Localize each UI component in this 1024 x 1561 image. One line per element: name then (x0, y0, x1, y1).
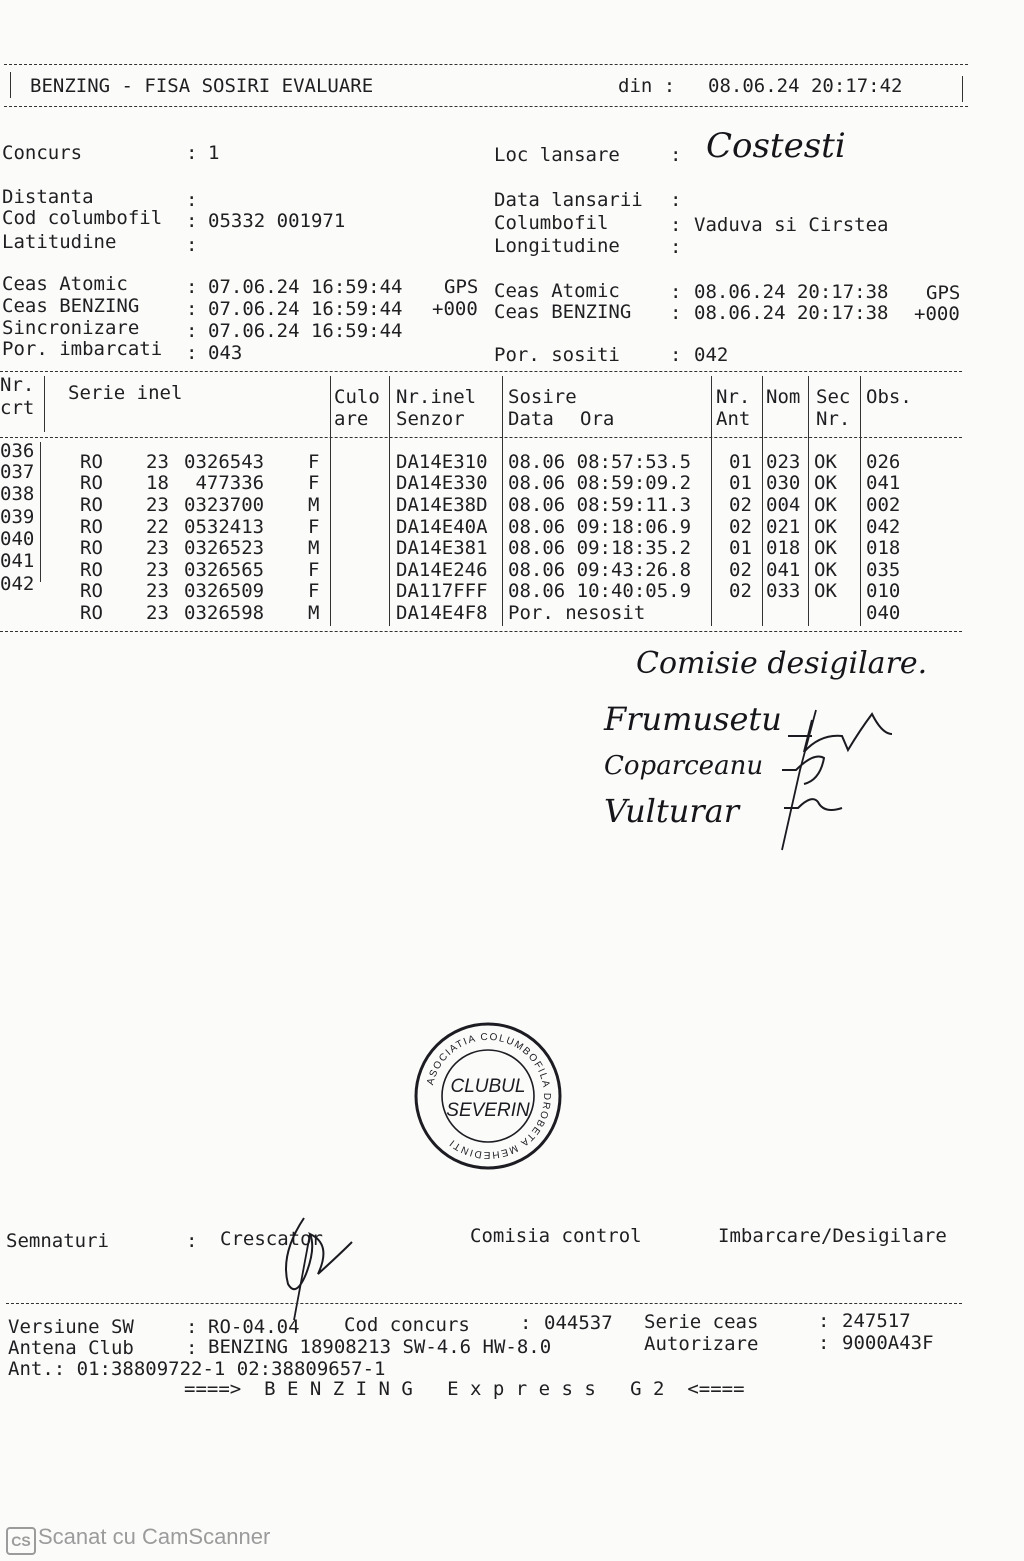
columbofil-label: Columbofil (494, 212, 609, 234)
cod-concurs-sep: : (520, 1312, 532, 1334)
header-culoare-1: Culo (334, 386, 380, 408)
header-nr-crt-2: crt (0, 397, 35, 419)
cod-columbofil-sep: : (186, 210, 198, 232)
cell-sosire: Por. nesosit (508, 602, 646, 624)
header-nr-inel-2: Senzor (396, 408, 465, 430)
ceas-benzing-right-sep: : (670, 302, 682, 324)
camscanner-logo-icon: CS (6, 1527, 36, 1555)
row-number: 039 (0, 506, 35, 528)
cell-sosire: 08.06 09:18:06.9 (508, 516, 692, 538)
cell-senzor: DA14E246 (396, 559, 488, 581)
cell-nom: 004 (766, 494, 801, 516)
cell-sosire: 08.06 08:57:53.5 (508, 451, 692, 473)
signature-crescator-label: Crescator (220, 1228, 323, 1250)
ceas-benzing-sep: : (186, 298, 198, 320)
row-number: 040 (0, 528, 35, 550)
antena-club-value: BENZING 18908213 SW-4.6 HW-8.0 (208, 1336, 552, 1358)
header-nom: Nom (766, 386, 801, 408)
row-number: 042 (0, 573, 35, 595)
cell-sec: OK (814, 494, 837, 516)
row-number: 041 (0, 550, 35, 572)
express-banner: ====> B E N Z I N G E x p r e s s G 2 <==== (184, 1378, 745, 1400)
versiune-sw-value: RO-04.04 (208, 1316, 300, 1338)
por-sositi-label: Por. sositi (494, 344, 620, 366)
footer-rule (6, 1303, 962, 1304)
cell-senzor: DA14E4F8 (396, 602, 488, 624)
serie-ceas-value: 247517 (842, 1310, 911, 1332)
loc-lansare-sep: : (670, 144, 682, 166)
header-culoare-2: are (334, 408, 369, 430)
row-number: 038 (0, 483, 35, 505)
data-lansarii-sep: : (670, 189, 682, 211)
cell-senzor: DA14E330 (396, 472, 488, 494)
antena-club-sep: : (186, 1337, 198, 1359)
concurs-value: 1 (208, 142, 220, 164)
stamp-ring-text: ASOCIATIA COLUMBOFILA DROBETA MEHEDINTI (425, 1031, 553, 1161)
ceas-atomic-right-label: Ceas Atomic (494, 280, 620, 302)
cell-senzor: DA14E38D (396, 494, 488, 516)
cell-ant: 02 (729, 559, 752, 581)
cell-sex: M (308, 494, 320, 516)
por-sositi-sep: : (670, 344, 682, 366)
cell-ant: 01 (729, 451, 752, 473)
ceas-benzing-suffix: +000 (432, 298, 478, 320)
cell-obs: 041 (866, 472, 901, 494)
cell-sex: F (308, 580, 320, 602)
cell-sec: OK (814, 451, 837, 473)
ceas-benzing-label: Ceas BENZING (2, 295, 140, 317)
cell-sosire: 08.06 09:18:35.2 (508, 537, 692, 559)
cell-sec: OK (814, 537, 837, 559)
longitudine-label: Longitudine (494, 235, 620, 257)
cell-inel: 0326543 (184, 451, 265, 473)
cell-sec: OK (814, 516, 837, 538)
por-imbarcati-label: Por. imbarcati (2, 338, 163, 360)
cell-sex: M (308, 602, 320, 624)
por-sositi-value: 042 (694, 344, 729, 366)
col-sep-crt-head (44, 376, 45, 432)
cell-tara: RO (80, 537, 103, 559)
table-row (0, 580, 1000, 602)
ceas-atomic-value: 07.06.24 16:59:44 (208, 276, 403, 298)
distanta-sep: : (186, 189, 198, 211)
header-obs: Obs. (866, 386, 912, 408)
header-bottom-rule (4, 106, 968, 107)
cell-nom: 041 (766, 559, 801, 581)
table-row (0, 516, 1000, 538)
cod-concurs-value: 044537 (544, 1312, 613, 1334)
cell-nom: 023 (766, 451, 801, 473)
cell-sex: F (308, 559, 320, 581)
camscanner-text: Scanat cu CamScanner (38, 1524, 271, 1549)
cell-sec: OK (814, 559, 837, 581)
cell-tara: RO (80, 559, 103, 581)
ceas-atomic-suffix: GPS (444, 276, 479, 298)
cell-an: 22 (146, 516, 169, 538)
commission-title: Comisie desigilare. (636, 646, 928, 681)
report-title: BENZING - FISA SOSIRI EVALUARE (30, 75, 374, 97)
cell-obs: 002 (866, 494, 901, 516)
cell-inel: 0326565 (184, 559, 265, 581)
cell-sec: OK (814, 580, 837, 602)
cell-nom: 033 (766, 580, 801, 602)
cell-sosire: 08.06 09:43:26.8 (508, 559, 692, 581)
cell-an: 23 (146, 580, 169, 602)
signature-comisia-label: Comisia control (470, 1225, 642, 1247)
cell-nom: 021 (766, 516, 801, 538)
table-row (0, 451, 1000, 473)
header-nr-ant-1: Nr. (716, 386, 751, 408)
cell-senzor: DA14E381 (396, 537, 488, 559)
table-row (0, 602, 1000, 624)
cell-tara: RO (80, 494, 103, 516)
cell-sex: M (308, 537, 320, 559)
cell-tara: RO (80, 451, 103, 473)
sincronizare-sep: : (186, 320, 198, 342)
concurs-sep: : (186, 142, 198, 164)
cell-nom: 030 (766, 472, 801, 494)
ceas-atomic-right-sep: : (670, 281, 682, 303)
columbofil-sep: : (670, 214, 682, 236)
cell-obs: 040 (866, 602, 901, 624)
header-nr-inel-1: Nr.inel (396, 386, 477, 408)
sincronizare-value: 07.06.24 16:59:44 (208, 320, 403, 342)
cell-ant: 02 (729, 494, 752, 516)
club-stamp (412, 1020, 564, 1172)
ceas-atomic-sep: : (186, 276, 198, 298)
cell-inel: 0532413 (184, 516, 265, 538)
commission-member: Vulturar (604, 792, 740, 830)
por-imbarcati-sep: : (186, 342, 198, 364)
cod-concurs-label: Cod concurs (344, 1314, 470, 1336)
concurs-label: Concurs (2, 142, 83, 164)
cell-ant: 01 (729, 472, 752, 494)
cell-ant: 02 (729, 580, 752, 602)
table-bottom-rule (0, 631, 962, 632)
header-top-rule (4, 64, 968, 65)
header-nr-crt-1: Nr. (0, 374, 35, 396)
report-date-value: 08.06.24 20:17:42 (708, 75, 903, 97)
cell-an: 18 (146, 472, 169, 494)
cell-inel: 0326598 (184, 602, 265, 624)
por-imbarcati-value: 043 (208, 342, 243, 364)
header-sosire-3: Ora (580, 408, 615, 430)
header-serie-inel: Serie inel (68, 382, 183, 404)
cell-an: 23 (146, 537, 169, 559)
latitudine-sep: : (186, 234, 198, 256)
cell-tara: RO (80, 516, 103, 538)
stamp-center-2: SEVERIN (446, 1100, 530, 1121)
cell-an: 23 (146, 602, 169, 624)
cell-tara: RO (80, 472, 103, 494)
cell-obs: 026 (866, 451, 901, 473)
row-number: 037 (0, 461, 35, 483)
sincronizare-label: Sincronizare (2, 317, 140, 339)
header-sosire-2: Data (508, 408, 554, 430)
header-left-border (10, 72, 11, 98)
cell-ant: 01 (729, 537, 752, 559)
cell-tara: RO (80, 602, 103, 624)
row-number: 036 (0, 440, 35, 462)
table-header-rule (0, 437, 962, 438)
report-date-label: din : (618, 75, 676, 97)
latitudine-label: Latitudine (2, 231, 117, 253)
cell-nom: 018 (766, 537, 801, 559)
cell-sex: F (308, 516, 320, 538)
cell-sex: F (308, 451, 320, 473)
header-nr-ant-2: Ant (716, 408, 751, 430)
cell-inel: 0326523 (184, 537, 265, 559)
cell-sex: F (308, 472, 320, 494)
cell-inel: 0323700 (184, 494, 265, 516)
ceas-atomic-label: Ceas Atomic (2, 273, 128, 295)
loc-lansare-label: Loc lansare (494, 144, 620, 166)
table-top-rule (0, 371, 962, 372)
ceas-benzing-right-suffix: +000 (914, 303, 960, 325)
table-row (0, 494, 1000, 516)
cell-an: 23 (146, 559, 169, 581)
signatures-label: Semnaturi (6, 1230, 109, 1252)
cell-inel: 477336 (184, 472, 265, 494)
versiune-sw-label: Versiune SW (8, 1316, 134, 1338)
serie-ceas-label: Serie ceas (644, 1311, 759, 1333)
cell-sosire: 08.06 08:59:11.3 (508, 494, 692, 516)
cell-inel: 0326509 (184, 580, 265, 602)
header-sosire-1: Sosire (508, 386, 577, 408)
cell-senzor: DA14E40A (396, 516, 488, 538)
versiune-sw-sep: : (186, 1316, 198, 1338)
autorizare-value: 9000A43F (842, 1332, 934, 1354)
cell-obs: 010 (866, 580, 901, 602)
ceas-atomic-right-value: 08.06.24 20:17:38 (694, 281, 889, 303)
cod-columbofil-value: 05332 001971 (208, 210, 346, 232)
commission-member: Frumusetu (604, 700, 782, 738)
autorizare-sep: : (818, 1332, 830, 1354)
serie-ceas-sep: : (818, 1310, 830, 1332)
cell-senzor: DA117FFF (396, 580, 488, 602)
cell-ant: 02 (729, 516, 752, 538)
ceas-atomic-right-suffix: GPS (926, 282, 961, 304)
table-row (0, 537, 1000, 559)
cell-sosire: 08.06 08:59:09.2 (508, 472, 692, 494)
cell-obs: 042 (866, 516, 901, 538)
antena-club-label: Antena Club (8, 1337, 134, 1359)
signature-imbarcare-label: Imbarcare/Desigilare (718, 1225, 947, 1247)
cell-senzor: DA14E310 (396, 451, 488, 473)
autorizare-label: Autorizare (644, 1333, 759, 1355)
header-sec-2: Nr. (816, 408, 851, 430)
cell-obs: 035 (866, 559, 901, 581)
table-row (0, 559, 1000, 581)
data-lansarii-label: Data lansarii (494, 189, 643, 211)
ceas-benzing-right-value: 08.06.24 20:17:38 (694, 302, 889, 324)
longitudine-sep: : (670, 236, 682, 258)
cell-an: 23 (146, 494, 169, 516)
cell-sec: OK (814, 472, 837, 494)
cell-obs: 018 (866, 537, 901, 559)
stamp-center-1: CLUBUL (450, 1076, 526, 1097)
columbofil-value: Vaduva si Cirstea (694, 214, 889, 236)
table-row (0, 472, 1000, 494)
antenna-serials: Ant.: 01:38809722-1 02:38809657-1 (8, 1358, 386, 1380)
commission-signatures (760, 690, 920, 860)
distanta-label: Distanta (2, 186, 94, 208)
header-sec-1: Sec (816, 386, 851, 408)
header-right-border (962, 76, 963, 102)
commission-member: Coparceanu (604, 751, 764, 781)
ceas-benzing-value: 07.06.24 16:59:44 (208, 298, 403, 320)
cell-tara: RO (80, 580, 103, 602)
ceas-benzing-right-label: Ceas BENZING (494, 301, 632, 323)
signatures-sep: : (186, 1230, 198, 1252)
loc-lansare-handwritten: Costesti (706, 126, 846, 166)
cell-an: 23 (146, 451, 169, 473)
cell-sosire: 08.06 10:40:05.9 (508, 580, 692, 602)
cod-columbofil-label: Cod columbofil (2, 207, 163, 229)
crescator-signature (270, 1214, 360, 1324)
